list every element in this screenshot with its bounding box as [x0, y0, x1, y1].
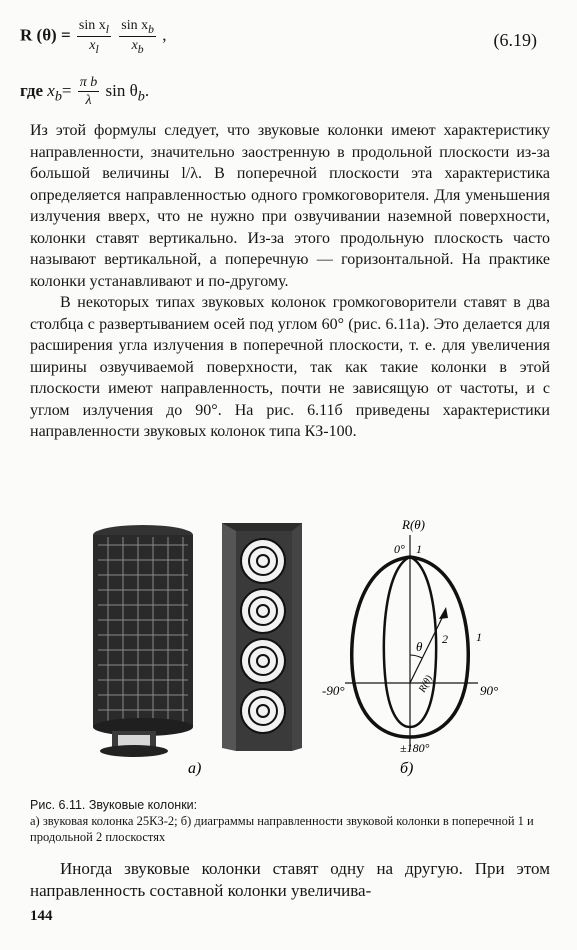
- paragraph-3: Иногда звуковые колонки ставят одну на другую. При этом направленность составной колонки увеличива-: [30, 859, 550, 900]
- angle-bottom-label: ±180°: [400, 741, 430, 755]
- fraction-2: $\frac{\sin x_b}{x_b}$: [121, 18, 154, 56]
- page-number: 144: [30, 908, 53, 924]
- theta-label: θ: [416, 639, 423, 654]
- closing-text: [30, 858, 550, 902]
- angle-0-label: 0°: [394, 542, 405, 556]
- curve-1-label: 1: [476, 630, 482, 644]
- fraction-where: $\frac{\text{π b}}{\lambda}$: [79, 75, 98, 108]
- formula-where: где $x_b=$ $\frac{\text{π b}}{\lambda}$ $\sin \theta_b$.: [20, 75, 150, 108]
- paragraph-2: В некоторых типах звуковых колонок громкоговорители ставят в два столбца с развертыванием осей под углом 60° (рис. 6.11а). Это делается для расширения угла излучения в поперечной плоскости, т. е. для увеличения ширины озвучиваемой поверхности, так как такие колонки в этой плоскости имеют направленность, почти не зависящую от частоты, и с углом излучения до 90°. На рис. 6.11б приведены характеристики направленности звуковых колонок типа КЗ-100.: [30, 294, 550, 440]
- figure-label-a: а): [188, 760, 202, 777]
- r-theta-label: R(θ): [416, 673, 435, 695]
- figure-label-b: б): [400, 760, 414, 777]
- formula-tail: ,: [162, 25, 167, 45]
- formula-main: [20, 18, 166, 56]
- paragraph-1: Из этой формулы следует, что звуковые колонки имеют характеристику направленности, значительно заостренную в продольной плоскости из-за большой величины l/λ. В поперечной плоскости эта характеристика определяется направленностью одного громкоговорителя. Для уменьшения излучения вверх, что не нужно при озвучивании наземной поверхности, колонки ставят вертикально. Из-за этого продольную плоскость часто называют вертикальной, а поперечную — горизонтальной. На практике колонки устанавливают и по-другому.: [30, 122, 550, 290]
- cylindrical-column-image: [93, 525, 193, 757]
- figure-caption: [30, 797, 552, 845]
- angle-left-label: -90°: [322, 683, 345, 698]
- polar-diagram: [322, 517, 498, 755]
- formula-lhs: R (θ) =: [20, 25, 71, 45]
- curve-2-label: 2: [442, 632, 448, 646]
- equation-number: (6.19): [493, 30, 537, 50]
- figure-6-11: [0, 515, 577, 795]
- caption-title: Рис. 6.11. Звуковые колонки:: [30, 798, 198, 812]
- angle-right-label: 90°: [480, 683, 499, 698]
- curve-1-top-label: 1: [416, 542, 422, 556]
- fraction-1: $\frac{\sin x_l}{x_l}$: [78, 18, 110, 56]
- axis-label-r: R(θ): [402, 517, 425, 532]
- body-text: [30, 120, 550, 443]
- loudspeaker-column-image: [222, 523, 302, 751]
- where-prefix: где: [20, 80, 44, 100]
- caption-body: а) звуковая колонка 25КЗ-2; б) диаграммы направленности звуковой колонки в поперечной 1 и продольной 2 плоскостях: [30, 814, 534, 844]
